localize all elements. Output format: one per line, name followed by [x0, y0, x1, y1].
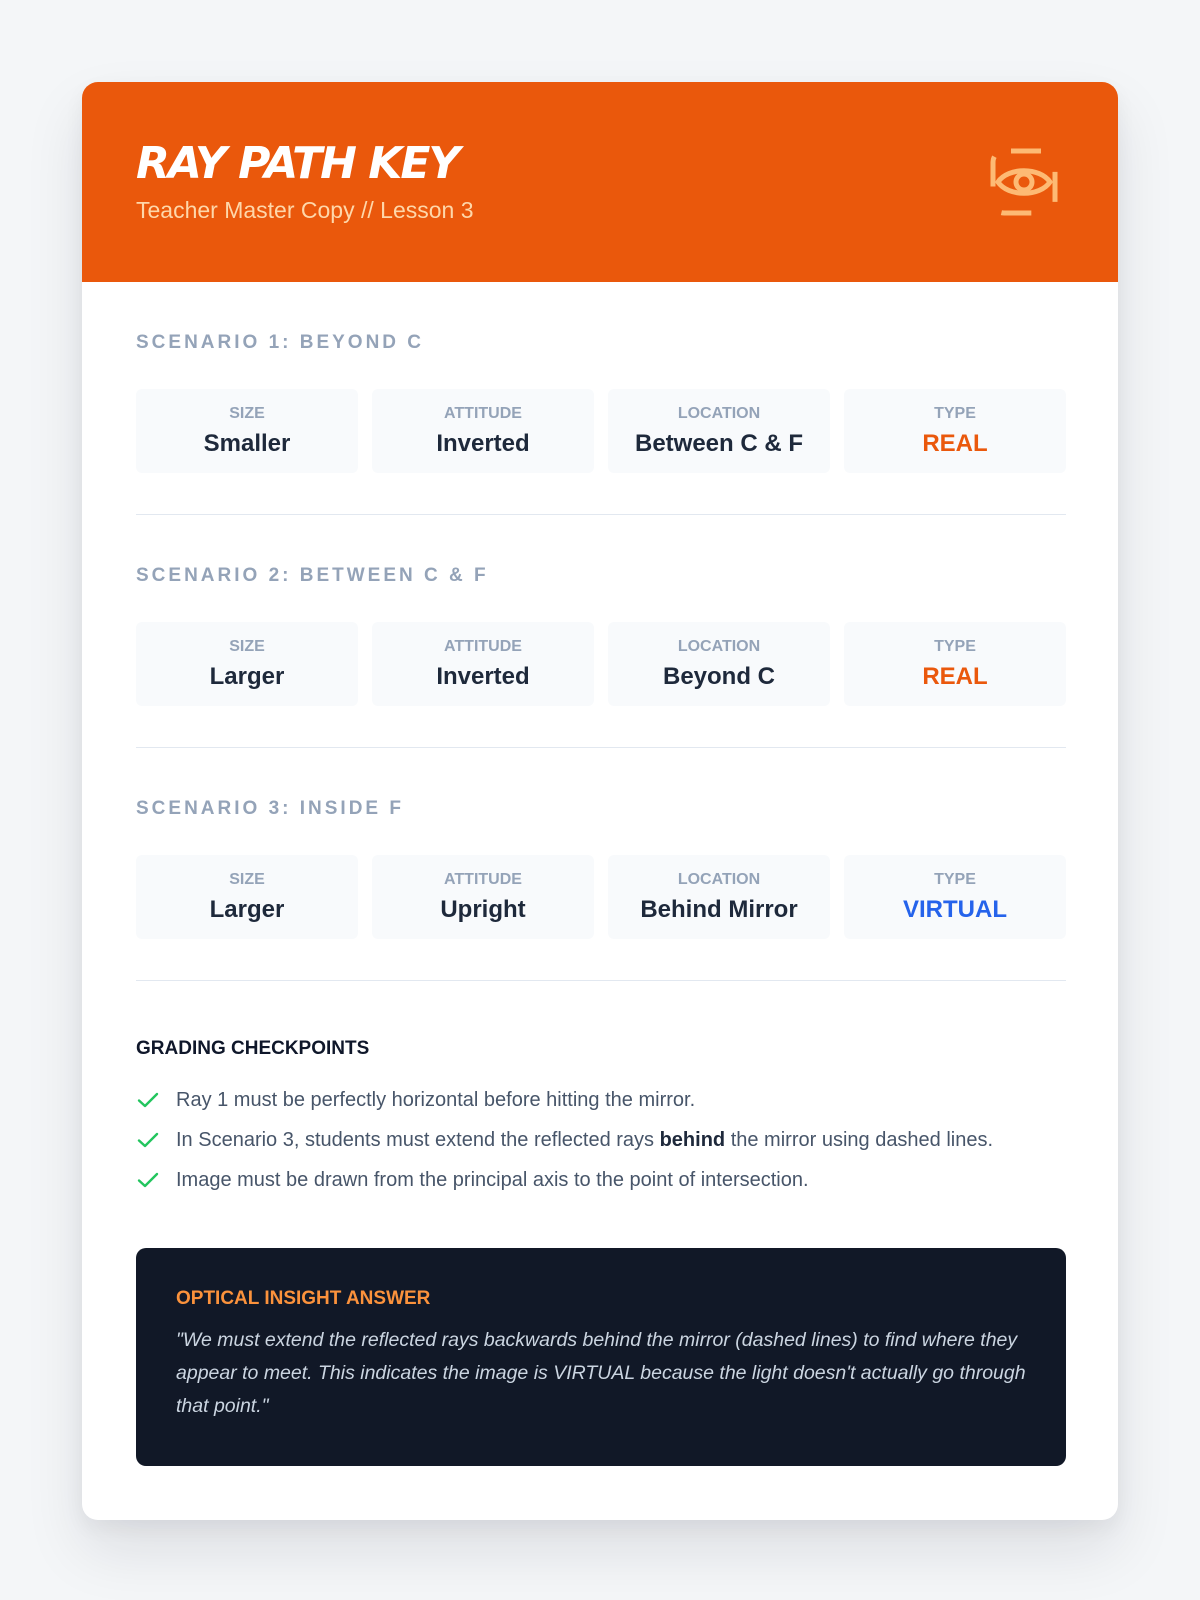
attribute-value: Smaller	[203, 430, 291, 457]
attribute-label: ATTITUDE	[444, 638, 522, 655]
section-divider	[136, 747, 1066, 748]
answer-key-card	[82, 82, 1118, 1520]
checkpoint-item	[136, 1086, 1066, 1114]
attribute-tile-attitude	[372, 855, 594, 939]
insight-quote: "We must extend the reflected rays backwards behind the mirror (dashed lines) to find where they appear to meet. This indicates the image is VIRTUAL because the light doesn't actually go through that point."	[176, 1329, 1026, 1417]
attribute-value: Inverted	[436, 663, 530, 690]
checkpoint-text-pre: In Scenario 3, students must extend the reflected rays	[176, 1129, 660, 1151]
checkpoint-text	[176, 1126, 993, 1154]
checkpoint-text: Ray 1 must be perfectly horizontal before hitting the mirror.	[176, 1089, 696, 1111]
scenario-title: SCENARIO 2: BETWEEN C & F	[136, 565, 489, 586]
optical-insight-box	[136, 1248, 1066, 1466]
attribute-tile-type	[844, 389, 1066, 473]
section-divider	[136, 980, 1066, 981]
attribute-label: LOCATION	[677, 638, 761, 655]
attribute-value: Upright	[440, 896, 526, 923]
insight-title: OPTICAL INSIGHT ANSWER	[176, 1288, 431, 1309]
attribute-value: Beyond C	[662, 663, 775, 690]
attribute-tile-attitude	[372, 622, 594, 706]
attribute-value: Behind Mirror	[640, 896, 798, 923]
attribute-label: TYPE	[934, 405, 976, 422]
attribute-label: SIZE	[229, 638, 265, 655]
scenario-attributes-row	[136, 622, 1066, 706]
scenario-attributes-row	[136, 389, 1066, 473]
attribute-label: TYPE	[934, 638, 976, 655]
attribute-tile-type	[844, 622, 1066, 706]
grading-checkpoints-title: GRADING CHECKPOINTS	[136, 1038, 370, 1059]
attribute-tile-location	[608, 389, 830, 473]
attribute-tile-size	[136, 855, 358, 939]
attribute-tile-location	[608, 622, 830, 706]
attribute-label: LOCATION	[677, 871, 761, 888]
attribute-label: SIZE	[229, 871, 265, 888]
attribute-label: ATTITUDE	[444, 405, 522, 422]
attribute-tile-size	[136, 389, 358, 473]
attribute-tile-type	[844, 855, 1066, 939]
image-type-real: REAL	[922, 430, 988, 457]
image-type-real: REAL	[922, 663, 988, 690]
checkmark-icon	[136, 1128, 160, 1152]
attribute-label: SIZE	[229, 405, 265, 422]
attribute-label: ATTITUDE	[444, 871, 522, 888]
checkpoint-text-post: the mirror using dashed lines.	[725, 1129, 994, 1151]
attribute-label: LOCATION	[677, 405, 761, 422]
attribute-value: Larger	[209, 663, 285, 690]
checkpoint-text: Image must be drawn from the principal axis to the point of intersection.	[176, 1169, 809, 1191]
image-type-virtual: VIRTUAL	[903, 896, 1007, 923]
checkpoint-text-emphasis: behind	[659, 1129, 726, 1151]
checkpoint-item	[136, 1126, 1066, 1154]
scenario-title: SCENARIO 3: INSIDE F	[136, 798, 404, 819]
attribute-value: Larger	[209, 896, 285, 923]
attribute-tile-location	[608, 855, 830, 939]
scenario-attributes-row	[136, 855, 1066, 939]
card-header	[82, 82, 1118, 282]
eye-icon	[990, 148, 1058, 216]
page-title: RAY PATH KEY	[136, 138, 459, 189]
checkmark-icon	[136, 1088, 160, 1112]
attribute-label: TYPE	[934, 871, 976, 888]
checkmark-icon	[136, 1168, 160, 1192]
attribute-tile-size	[136, 622, 358, 706]
attribute-value: Between C & F	[634, 430, 804, 457]
checkpoint-item	[136, 1166, 1066, 1194]
attribute-tile-attitude	[372, 389, 594, 473]
section-divider	[136, 514, 1066, 515]
scenario-title: SCENARIO 1: BEYOND C	[136, 332, 425, 353]
page-subtitle: Teacher Master Copy // Lesson 3	[136, 197, 474, 223]
attribute-value: Inverted	[436, 430, 530, 457]
